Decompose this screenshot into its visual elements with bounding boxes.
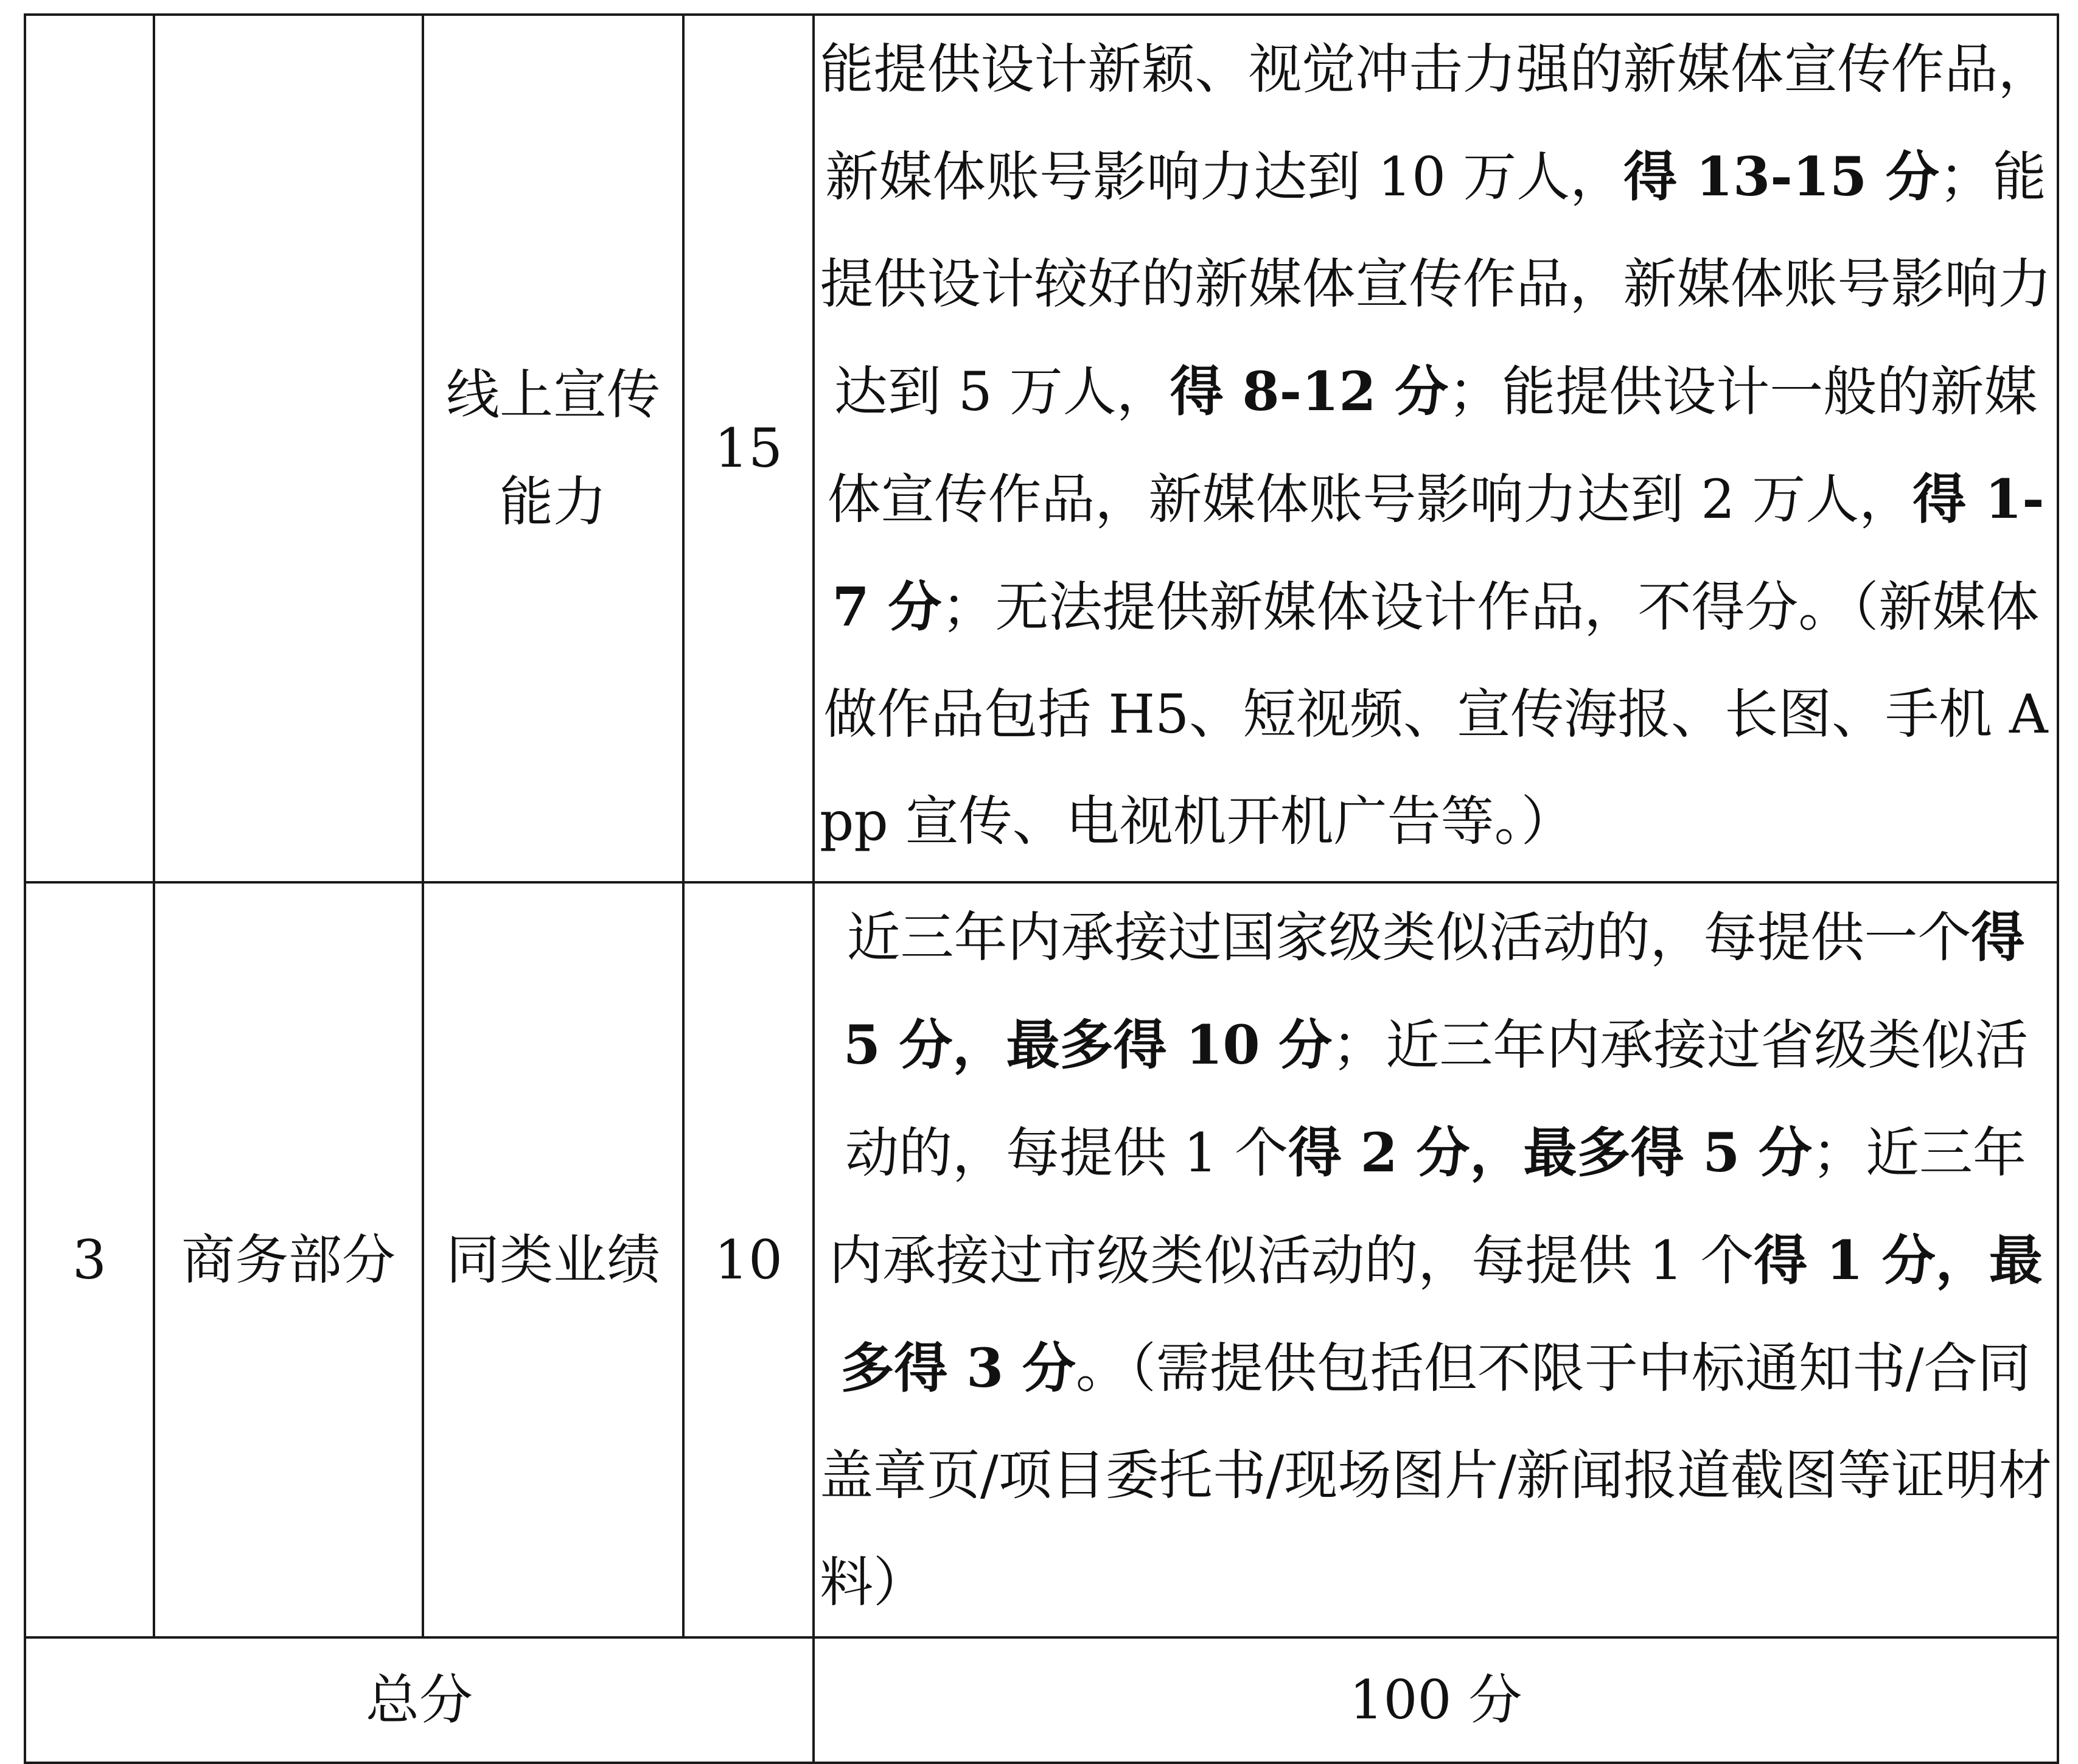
criteria-bold-segment: 得 1-7 分 xyxy=(832,467,2045,638)
score-cell: 15 xyxy=(683,15,814,882)
table-row-online-promotion xyxy=(25,15,2058,882)
category-cell xyxy=(154,15,423,882)
criteria-segment: ；近三年内承接过省级类似活动的，每提供 1 个 xyxy=(845,1014,2029,1184)
criteria-segment: ；能提供设计一般的新媒体宣传作品，新媒体账号影响力达到 2 万人， xyxy=(827,360,2038,531)
total-value-cell: 100 分 xyxy=(814,1637,2058,1763)
index-cell: 3 xyxy=(25,882,154,1637)
table-row-total xyxy=(25,1637,2058,1763)
index-cell xyxy=(25,15,154,882)
item-name-cell xyxy=(423,15,683,882)
criteria-cell-business xyxy=(814,882,2058,1637)
criteria-text-business xyxy=(820,884,2052,1636)
criteria-text-online xyxy=(820,16,2052,875)
item-name-online: 线上宣传能力 xyxy=(445,363,660,533)
criteria-segment: ；能提供设计较好的新媒体宣传作品，新媒体账号影响力达到 5 万人， xyxy=(820,145,2052,423)
criteria-segment: ；近三年内承接过市级类似活动的，每提供 1 个 xyxy=(829,1121,2026,1292)
criteria-segment: 。（需提供包括但不限于中标通知书/合同盖章页/项目委托书/现场图片/新闻报道截图等证明材料） xyxy=(820,1337,2052,1614)
criteria-cell-online xyxy=(814,15,2058,882)
category-cell: 商务部分 xyxy=(154,882,423,1637)
criteria-segment: 能提供设计新颖、视觉冲击力强的新媒体宣传作品，新媒体账号影响力达到 10 万人， xyxy=(820,38,2052,208)
criteria-segment: 近三年内承接过国家级类似活动的，每提供一个 xyxy=(846,906,1972,969)
criteria-bold-segment: 得 5 分，最多得 10 分 xyxy=(843,905,2025,1076)
criteria-bold-segment: 得 2 分，最多得 5 分 xyxy=(1288,1121,1812,1184)
total-label-cell: 总分 xyxy=(25,1637,814,1763)
criteria-bold-segment: 得 8-12 分 xyxy=(1170,360,1449,423)
score-cell: 10 xyxy=(683,882,814,1637)
criteria-segment: ；无法提供新媒体设计作品，不得分。（新媒体做作品包括 H5、短视频、宣传海报、长图、手机 App 宣传、电视机开机广告等。） xyxy=(820,576,2048,852)
criteria-bold-segment: 得 1 分，最多得 3 分 xyxy=(840,1229,2043,1400)
scoring-table xyxy=(24,13,2059,1764)
item-name-cell: 同类业绩 xyxy=(423,882,683,1637)
table-row-similar-performance xyxy=(25,882,2058,1637)
criteria-bold-segment: 得 13-15 分 xyxy=(1623,145,1939,208)
